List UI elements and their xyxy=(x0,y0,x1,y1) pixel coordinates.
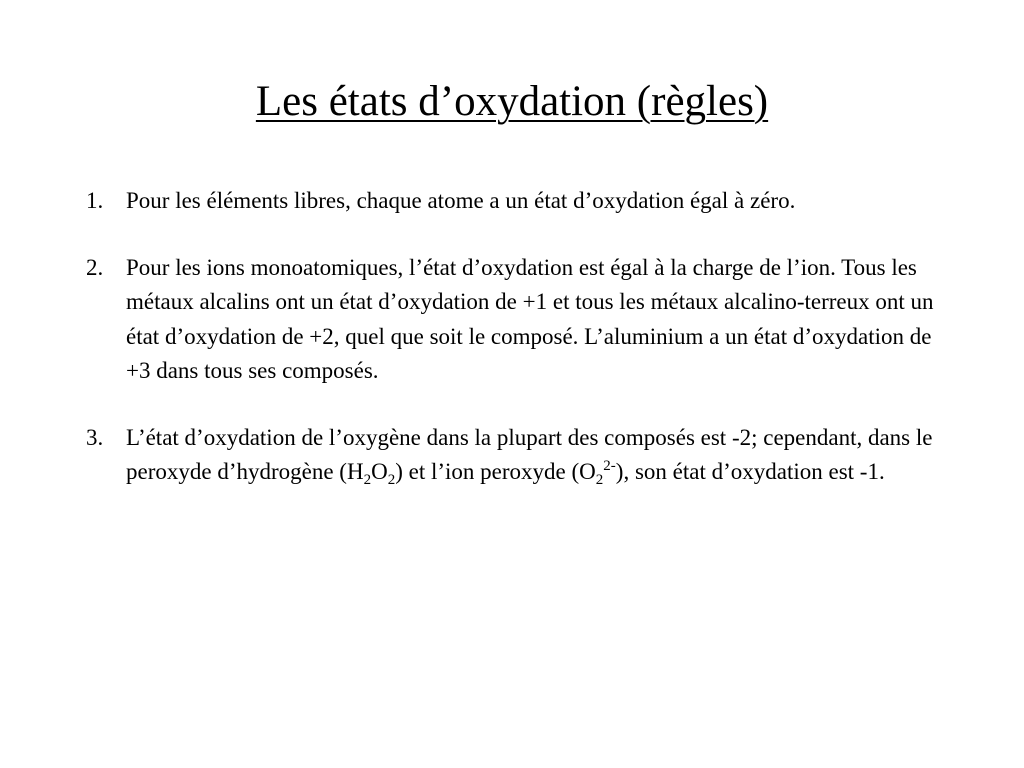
rule-number-2: 2. xyxy=(86,254,104,280)
formula-peroxide-charge: 2- xyxy=(603,458,616,474)
formula-hydrogen-peroxide xyxy=(346,459,396,488)
rule-number-1: 1. xyxy=(86,188,104,213)
rule-item-2 xyxy=(86,251,946,389)
slide-title xyxy=(0,74,1024,130)
rule-text-3-part-b: ) et l’ion peroxyde ( xyxy=(395,459,580,484)
rule-item-1 xyxy=(86,184,946,219)
formula-peroxide-ion xyxy=(579,458,616,488)
rule-item-3 xyxy=(86,421,946,490)
rule-text-1: Pour les éléments libres, chaque atome a un état d’oxydation égal à zéro. xyxy=(126,188,796,213)
rule-text-3-part-c: ), son état d’oxydation est -1. xyxy=(615,459,885,484)
rule-text-3-part-a: L’état d’oxydation de l’oxygène dans la plupart des composés est -2; cependant, dans le peroxyde d’hydrogène ( xyxy=(126,424,933,484)
formula-h: H xyxy=(346,459,364,484)
formula-peroxide-o: O xyxy=(579,459,596,484)
slide-title-text: Les états d’oxydation (règles) xyxy=(255,78,769,125)
rule-number-3: 3. xyxy=(86,424,104,450)
rule-text-3 xyxy=(126,421,946,490)
rules-list xyxy=(86,184,946,490)
formula-o: O xyxy=(371,459,388,484)
formula-peroxide-subscript: 2 xyxy=(595,472,604,488)
formula-h-subscript: 2 xyxy=(363,472,372,488)
rule-text-2: Pour les ions monoatomiques, l’état d’oxydation est égal à la charge de l’ion. Tous les métaux alcalins ont un état d’oxydation de +1 et tous les métaux alcalino-terreux ont un état d’oxydation de +2, quel que soit le composé. L’aluminium a un état d’oxydation de +3 dans tous ses composés. xyxy=(126,254,934,383)
formula-o-subscript: 2 xyxy=(387,472,396,488)
